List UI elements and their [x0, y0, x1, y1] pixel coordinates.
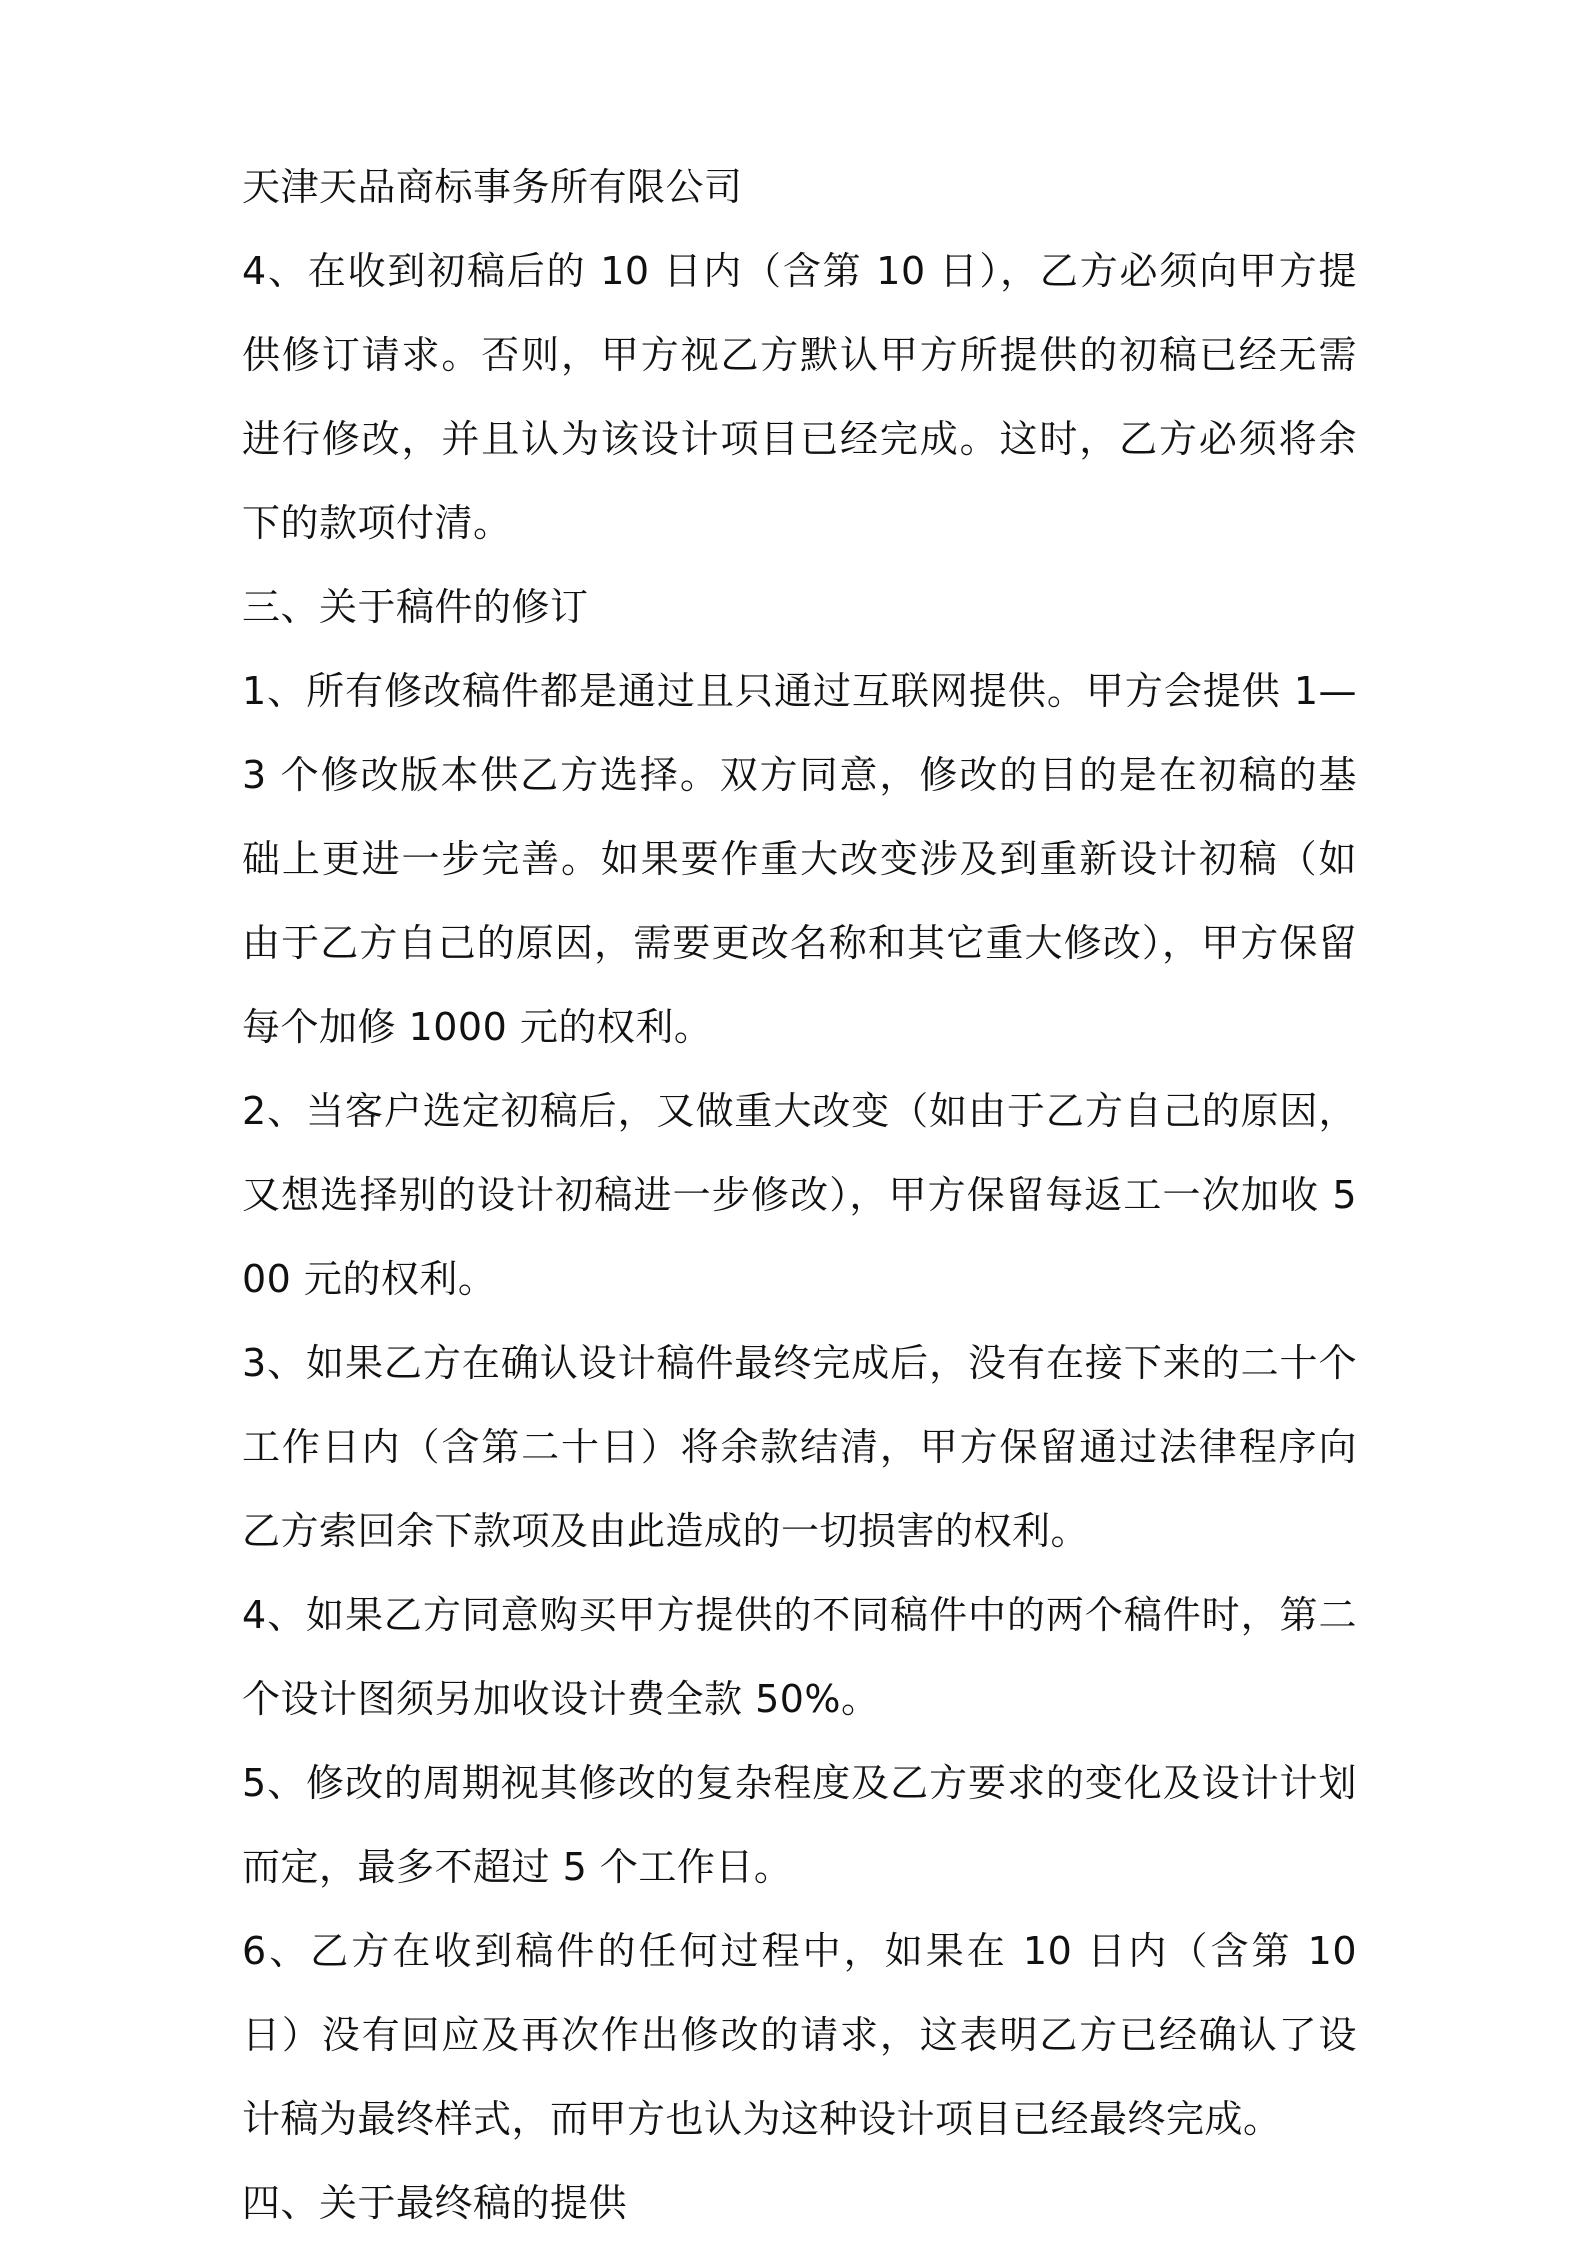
clause-3-4: 4、如果乙方同意购买甲方提供的不同稿件中的两个稿件时，第二个设计图须另加收设计费全款 50%。 [242, 1593, 1357, 1721]
clause-2-4: 4、在收到初稿后的 10 日内（含第 10 日），乙方必须向甲方提供修订请求。否则，甲方视乙方默认甲方所提供的初稿已经无需进行修改，并且认为该设计项目已经完成。这时，乙方必须将余下的款项付清。 [242, 249, 1357, 545]
document-body [242, 145, 1357, 2245]
section-heading-revisions: 三、关于稿件的修订 [242, 585, 589, 629]
clause-3-5: 5、修改的周期视其修改的复杂程度及乙方要求的变化及设计计划而定，最多不超过 5 个工作日。 [242, 1761, 1357, 1889]
section-heading-final-draft: 四、关于最终稿的提供 [242, 2181, 628, 2225]
company-name: 天津天品商标事务所有限公司 [242, 165, 743, 209]
clause-3-2: 2、当客户选定初稿后，又做重大改变（如由于乙方自己的原因，又想选择别的设计初稿进一步修改），甲方保留每返工一次加收 500 元的权利。 [242, 1089, 1357, 1301]
clause-3-6: 6、乙方在收到稿件的任何过程中，如果在 10 日内（含第 10 日）没有回应及再次作出修改的请求，这表明乙方已经确认了设计稿为最终样式，而甲方也认为这种设计项目已经最终完成。 [242, 1929, 1357, 2141]
clause-3-1: 1、所有修改稿件都是通过且只通过互联网提供。甲方会提供 1—3 个修改版本供乙方选择。双方同意，修改的目的是在初稿的基础上更进一步完善。如果要作重大改变涉及到重新设计初稿（如由于乙方自己的原因，需要更改名称和其它重大修改），甲方保留每个加修 1000 元的权利。 [242, 669, 1357, 1049]
clause-3-3: 3、如果乙方在确认设计稿件最终完成后，没有在接下来的二十个工作日内（含第二十日）将余款结清，甲方保留通过法律程序向乙方索回余下款项及由此造成的一切损害的权利。 [242, 1341, 1357, 1553]
